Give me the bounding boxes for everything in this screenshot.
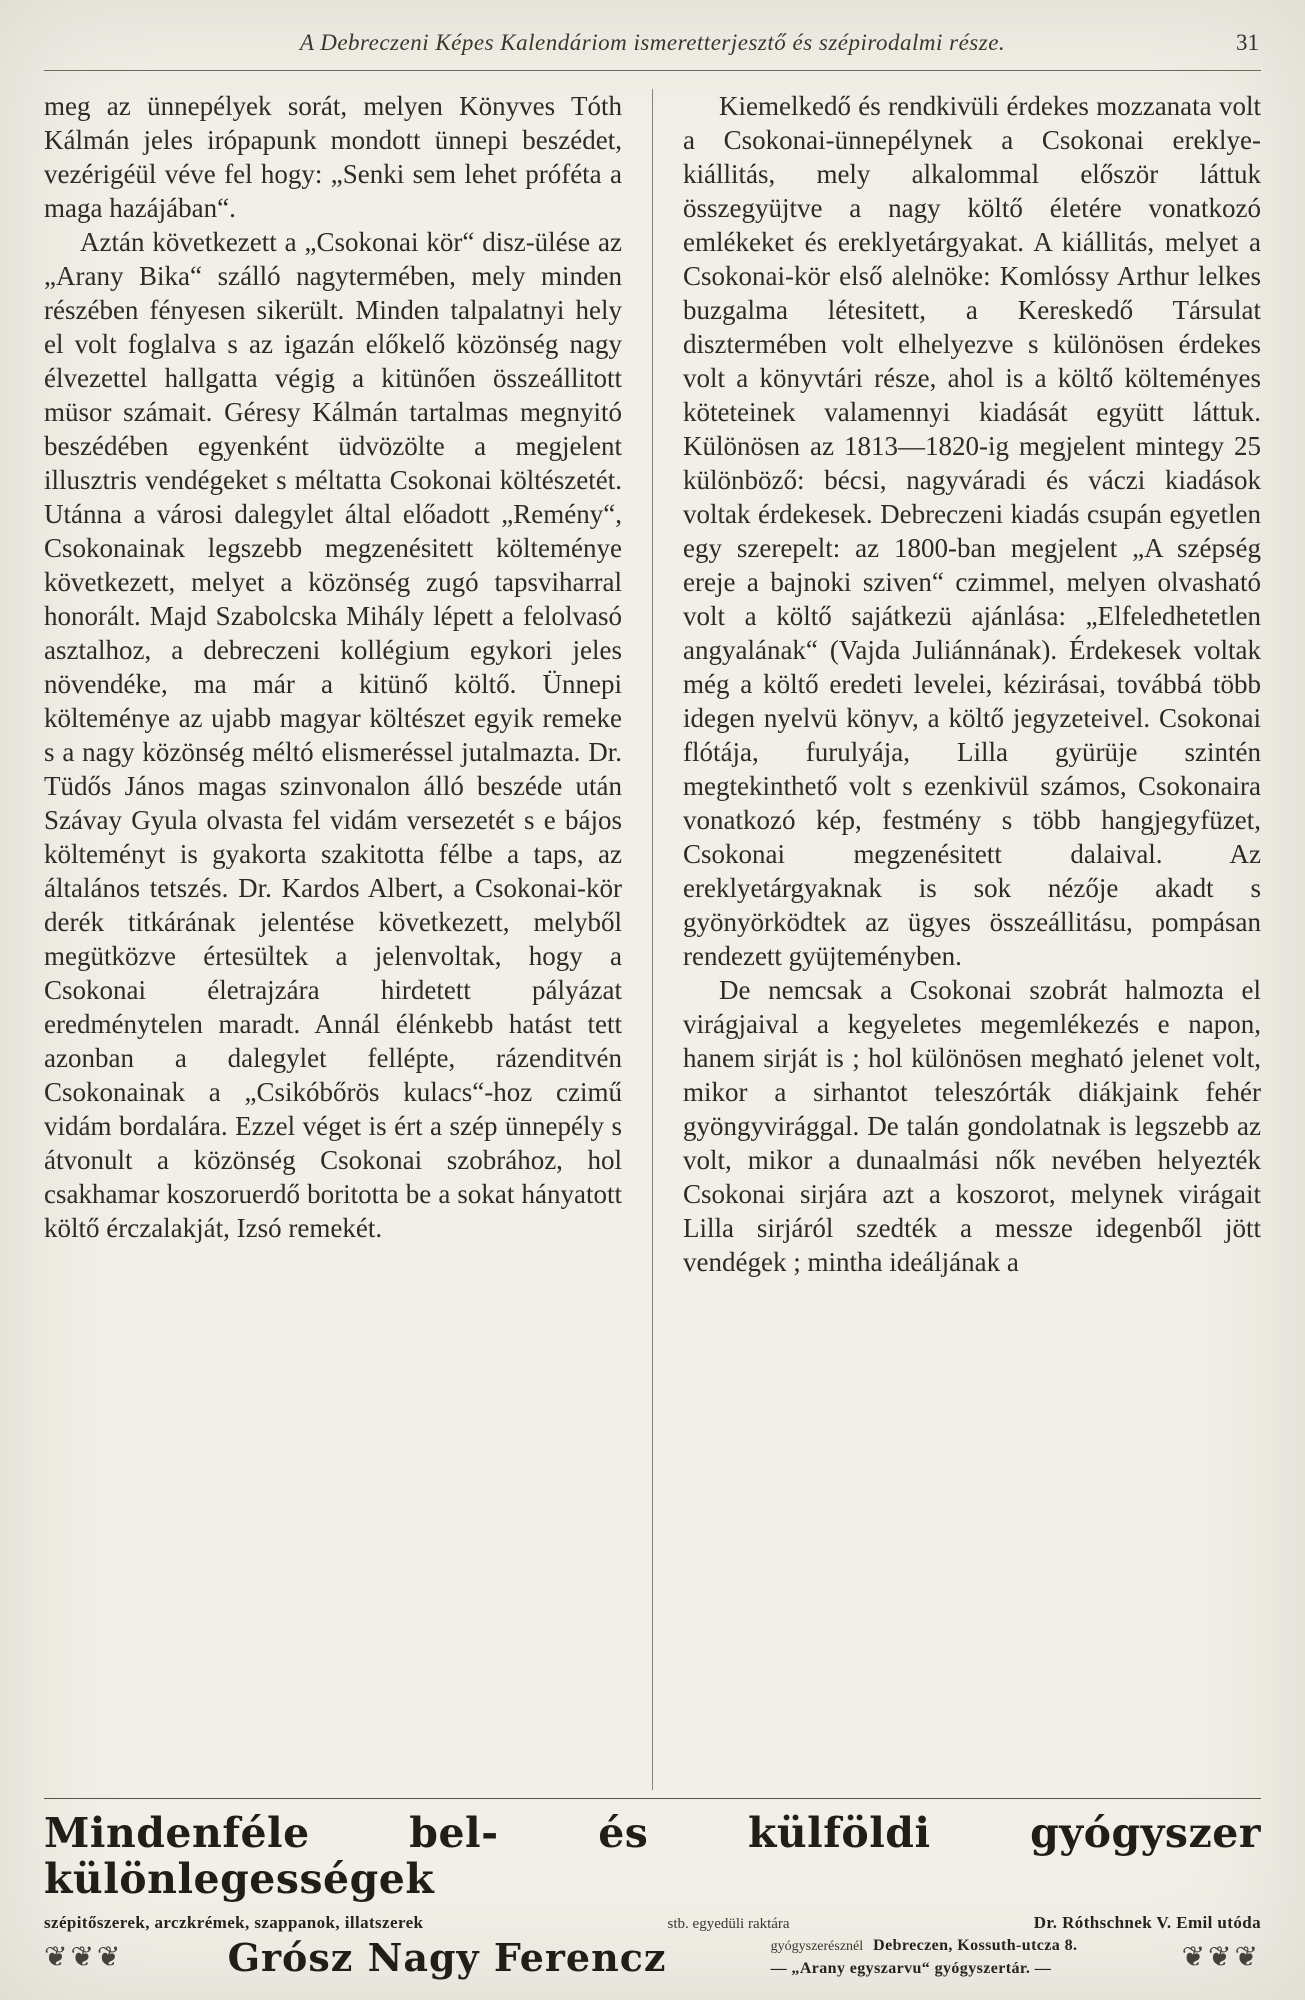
advertisement bbox=[44, 1799, 1261, 1980]
advert-products-note: stb. egyedüli raktára bbox=[667, 1916, 790, 1932]
running-title: A Debreczeni Képes Kalendáriom ismeretterjesztő és szépirodalmi része. bbox=[299, 30, 1006, 55]
two-column-text-block bbox=[44, 89, 1261, 1790]
advert-products-list: szépitőszerek, arczkrémek, szappanok, illatszerek bbox=[44, 1913, 424, 1932]
left-column bbox=[44, 89, 652, 1790]
fleuron-ornament-right-icon: ❦❦❦ bbox=[1181, 1941, 1261, 1973]
paragraph-right-2: De nemcsak a Csokonai szobrát halmozta el virágjaival a kegyeletes megemlékezés e napon, hanem sirját is ; hol különösen megható jelenet volt, mikor a sirhantot teleszórták diákjaink fehér gyöngyvirággal. De talán gondolatnak is legszebb az volt, mikor a dunaalmási nők nevében helyezték Csokonai sirjára azt a koszorot, melynek virágait Lilla sirjáról szedték a messze idegenből jött vendégek ; mintha ideáljának a bbox=[683, 975, 1261, 1277]
advert-address-block bbox=[771, 1936, 1078, 1980]
advert-signature-row bbox=[44, 1935, 1261, 1980]
advert-address-line bbox=[771, 1936, 1078, 1957]
page-header bbox=[44, 30, 1261, 62]
paragraph-right-1: Kiemelkedő és rendkivüli érdekes mozzanata volt a Csokonai-ünnepélynek a Csokonai ereklye-kiállitás, mely alkalommal először láttuk összegyüjtve a nagy költő életére vonatkozó emlékeket és ereklyetárgyakat. A kiállitás, melyet a Csokonai-kör első alelnöke: Komlóssy Arthur lelkes buzgalma létesitett, a Kereskedő Társulat disztermében volt elhelyezve s különösen érdekes volt a könyvtári része, ahol is a költő költeményes köteteinek valamennyi kiadását együtt láttuk. Különösen az 1813—1820-ig megjelent mintegy 25 különböző: bécsi, nagyváradi és váczi kiadások voltak érdekesek. Debreczeni kiadás csupán egyetlen egy szerepelt: az 1800-ban megjelent „A szépség ereje a bajnoki sziven“ czimmel, melyen olvasható volt a költő sajátkezü ajánlása: „Elfeledhetetlen angyalának“ (Vajda Juliánnának). Érdekesek voltak még a költő eredeti levelei, kézirásai, továbbá több idegen nyelvü könyv, a költő jegyzeteivel. Csokonai flótája, furulyája, Lilla gyürüje szintén megtekinthető volt s ezenkivül számos, Csokonaira vonatkozó kép, festmény s több hangjegyfüzet, Csokonai megzenésitett dalaival. Az ereklyetárgyaknak is sok nézője akadt s gyönyörködtek az ügyes összeállitásu, pompásan rendezett gyüjteményben. bbox=[683, 91, 1261, 971]
page-number: 31 bbox=[1236, 30, 1259, 55]
pharmacist-name: Grósz Nagy Ferencz bbox=[227, 1935, 667, 1980]
advert-headline: Mindenféle bel- és külföldi gyógyszer különlegességek bbox=[44, 1809, 1261, 1904]
right-column bbox=[653, 89, 1261, 1790]
advert-subline bbox=[44, 1913, 1261, 1933]
paragraph-left-1: meg az ünnepélyek sorát, melyen Könyves Tóth Kálmán jeles irópapunk mondott ünnepi beszédet, vezérigéül véve fel hogy: „Senki sem lehet próféta a maga hazájában“. bbox=[44, 91, 622, 223]
pharmacist-role: gyógyszerésznél bbox=[770, 1938, 864, 1954]
advert-predecessor-name: Dr. Róthschnek V. Emil utóda bbox=[1033, 1913, 1261, 1932]
paragraph-left-2: Aztán következett a „Csokonai kör“ disz-ülése az „Arany Bika“ szálló nagytermében, mely minden részében fényesen sikerült. Minden talpalatnyi hely el volt foglalva s az igazán előkelő közönség nagy élvezettel hallgatta végig a kitünően összeállitott müsor számait. Géresy Kálmán tartalmas megnyitó beszédében egyenként üdvözölte a megjelent illusztris vendégeket s méltatta Csokonai költészetét. Utánna a városi dalegylet által előadott „Remény“, Csokonainak legszebb megzenésitett költeménye következett, melyet a közönség zugó tapsviharral honorált. Majd Szabolcska Mihály lépett a felolvasó asztalhoz, a debreczeni kollégium egykori jeles növendéke, ma már a kitünő költő. Ünnepi költeménye az ujabb magyar költészet egyik remeke s a nagy közönség méltó elismeréssel jutalmazta. Dr. Tüdős János magas szinvonalon álló beszéde után Szávay Gyula olvasta fel vidám versezetét s e bájos költeményt is gyakorta szakitotta félbe a taps, az általános tetszés. Dr. Kardos Albert, a Csokonai-kör derék titkárának jelentése következett, melyből megütközve értesültek a jelenvoltak, hogy a Csokonai életrajzára hirdetett pályázat eredménytelen maradt. Annál élénkebb hatást tett azonban a dalegylet fellépte, rázenditvén Csokonainak a „Csikóbőrös kulacs“-hoz czimű vidám bordalára. Ezzel véget is ért a szép ünnepély s átvonult a közönség Csokonai szobrához, hol csakhamar koszoruerdő boritotta be a sokat hányatott költő érczalakját, Izsó remekét. bbox=[44, 227, 622, 1243]
fleuron-ornament-left-icon: ❦❦❦ bbox=[44, 1941, 124, 1973]
pharmacy-name-line: — „Arany egyszarvu“ gyógyszertár. — bbox=[770, 1959, 1052, 1977]
pharmacy-address: Debreczen, Kossuth-utcza 8. bbox=[873, 1936, 1078, 1954]
header-rule bbox=[44, 70, 1261, 71]
